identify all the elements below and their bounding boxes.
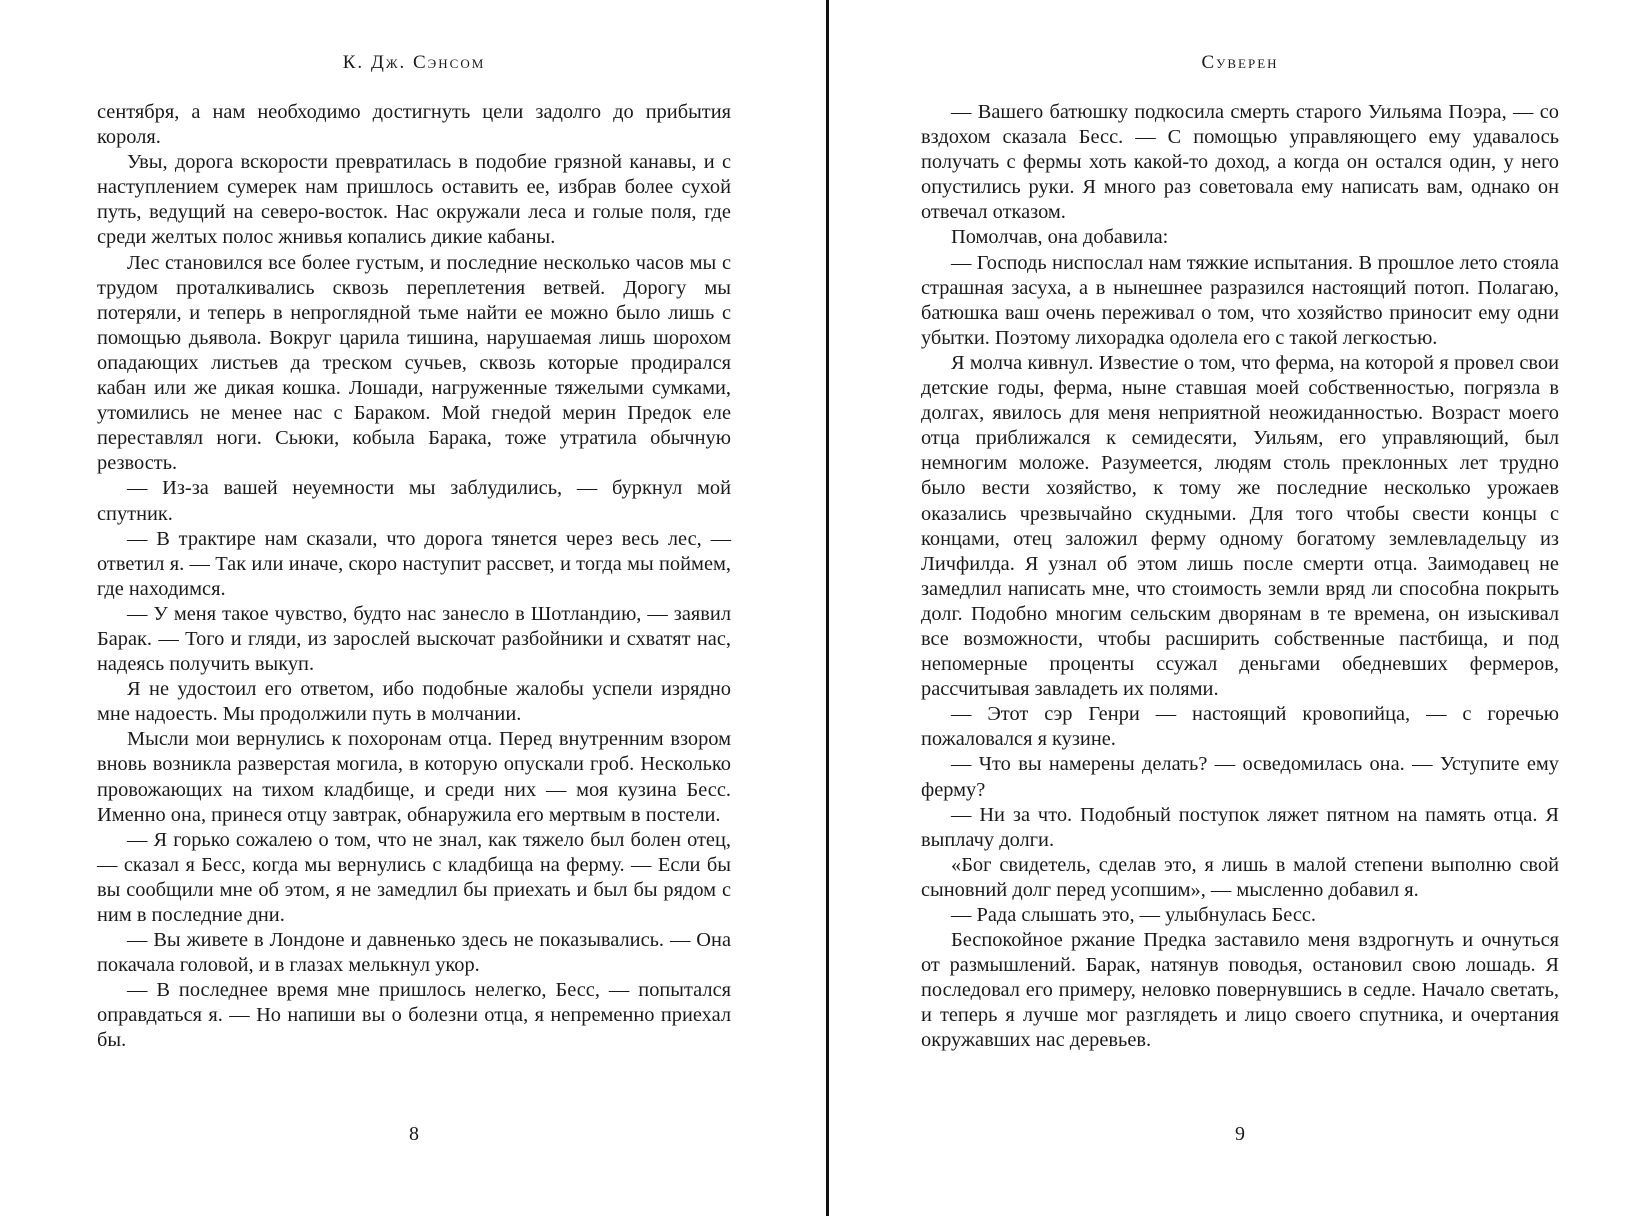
paragraph: Мысли мои вернулись к похоронам отца. Перед внутренним взором вновь возникла разверстая могила, в которую опускали гроб. Несколько провожающих на тихом кладбище, и среди них — моя кузина Бесс. Именно она, принеся отцу завтрак, обнаружила его мертвым в постели. — [97, 728, 731, 826]
paragraph: Я не удостоил его ответом, ибо подобные жалобы успели изрядно мне надоесть. Мы продолжили путь в молчании. — [97, 678, 731, 726]
paragraph: — В трактире нам сказали, что дорога тянется через весь лес, — ответил я. — Так или иначе, скоро наступит рассвет, и тогда мы поймем, где находимся. — [97, 527, 731, 600]
right-page-text — [921, 100, 1559, 1054]
paragraph: сентября, а нам необходимо достигнуть цели задолго до прибытия короля. — [97, 101, 731, 149]
paragraph: — У меня такое чувство, будто нас занесло в Шотландию, — заявил Барак. — Того и гляди, из зарослей выскочат разбойники и схватят нас, надеясь получить выкуп. — [97, 602, 731, 676]
paragraph: Беспокойное ржание Предка заставило меня вздрогнуть и очнуться от размышлений. Барак, натянув поводья, остановил свою лошадь. Я последовал его примеру, неловко повернувшись в седле. Начало светать, и теперь я лучше мог разглядеть и лицо своего спутника, и очертания окружавших нас деревьев. — [921, 929, 1559, 1052]
paragraph: — Господь ниспослал нам тяжкие испытания. В прошлое лето стояла страшная засуха, а в нынешнее разразился настоящий потоп. Полагаю, батюшка ваш очень переживал о том, что хозяйство приносит ему одни убытки. Поэтому лихорадка одолела его с такой легкостью. — [921, 251, 1559, 349]
running-head-title: Суверен — [1201, 52, 1279, 73]
page-number: 8 — [409, 1123, 419, 1145]
book-spine-divider — [826, 0, 829, 1216]
paragraph: — Что вы намерены делать? — осведомилась она. — Уступите ему ферму? — [921, 753, 1559, 801]
paragraph: — Из-за вашей неуемности мы заблудились, — буркнул мой спутник. — [97, 477, 731, 525]
paragraph: «Бог свидетель, сделав это, я лишь в малой степени выполню свой сыновний долг перед усопшим», — мысленно добавил я. — [921, 853, 1559, 901]
paragraph: — Вашего батюшку подкосила смерть старого Уильяма Поэра, — со вздохом сказала Бесс. — С помощью управляющего ему удавалось получать с фермы хоть какой-то доход, а когда он остался один, у него опустились руки. Я много раз советовала ему написать вам, однако он отвечал отказом. — [921, 101, 1559, 224]
paragraph: Помолчав, она добавила: — [951, 226, 1169, 249]
paragraph: Я молча кивнул. Известие о том, что ферма, на которой я провел свои детские годы, ферма, ныне ставшая моей собственностью, погрязла в долгах, явилось для меня неприятной неожиданностью. Возраст моего отца приближался к семидесяти, Уильям, его управляющий, был немногим моложе. Разумеется, людям столь преклонных лет трудно было вести хозяйство, к тому же последние несколько урожаев оказались чрезвычайно скудными. Для того чтобы свести концы с концами, отец заложил ферму одному богатому землевладельцу из Личфилда. Я узнал об этом лишь после смерти отца. Заимодавец не замедлил написать мне, что стоимость земли вряд ли способна покрыть долг. Подобно многим сельским дворянам в те времена, он изыскивал все возможности, чтобы расширить собственные пастбища, и под непомерные проценты ссужал деньгами обедневших фермеров, рассчитывая завладеть их полями. — [921, 351, 1559, 701]
right-page — [830, 0, 1649, 1216]
paragraph: — В последнее время мне пришлось нелегко, Бесс, — попытался оправдаться я. — Но напиши вы о болезни отца, я непременно приехал бы. — [97, 979, 731, 1052]
paragraph: — Я горько сожалею о том, что не знал, как тяжело был болен отец, — сказал я Бесс, когда мы вернулись с кладбища на ферму. — Если бы вы сообщили мне об этом, я не замедлил бы приехать и был бы рядом с ним в последние дни. — [97, 828, 731, 926]
paragraph: — Этот сэр Генри — настоящий кровопийца, — с горечью пожаловался я кузине. — [921, 703, 1559, 751]
left-page-text — [97, 100, 731, 1054]
paragraph: Лес становился все более густым, и последние несколько часов мы с трудом проталкивались сквозь переплетения ветвей. Дорогу мы потеряли, и теперь в непроглядной тьме найти ее можно было лишь с помощью дьявола. Вокруг царила тишина, нарушаемая лишь шорохом опадающих листьев да треском сучьев, сквозь которые продирался кабан или же дикая кошка. Лошади, нагруженные тяжелыми сумками, утомились не менее нас с Бараком. Мой гнедой мерин Предок еле переставлял ноги. Сьюки, кобыла Барака, тоже утратила обычную резвость. — [97, 251, 731, 475]
paragraph: — Рада слышать это, — улыбнулась Бесс. — [951, 904, 1317, 926]
paragraph: — Вы живете в Лондоне и давненько здесь не показывались. — Она покачала головой, и в глазах мелькнул укор. — [97, 929, 731, 977]
paragraph: Увы, дорога вскорости превратилась в подобие грязной канавы, и с наступлением сумерек нам пришлось оставить ее, избрав более сухой путь, ведущий на северо-восток. Нас окружали леса и голые поля, где среди желтых полос жнивья копались дикие кабаны. — [97, 151, 731, 249]
paragraph: — Ни за что. Подобный поступок ляжет пятном на память отца. Я выплачу долги. — [921, 803, 1559, 851]
running-head-author: К. Дж. Сэнсом — [342, 52, 486, 73]
page-number: 9 — [1235, 1123, 1245, 1145]
